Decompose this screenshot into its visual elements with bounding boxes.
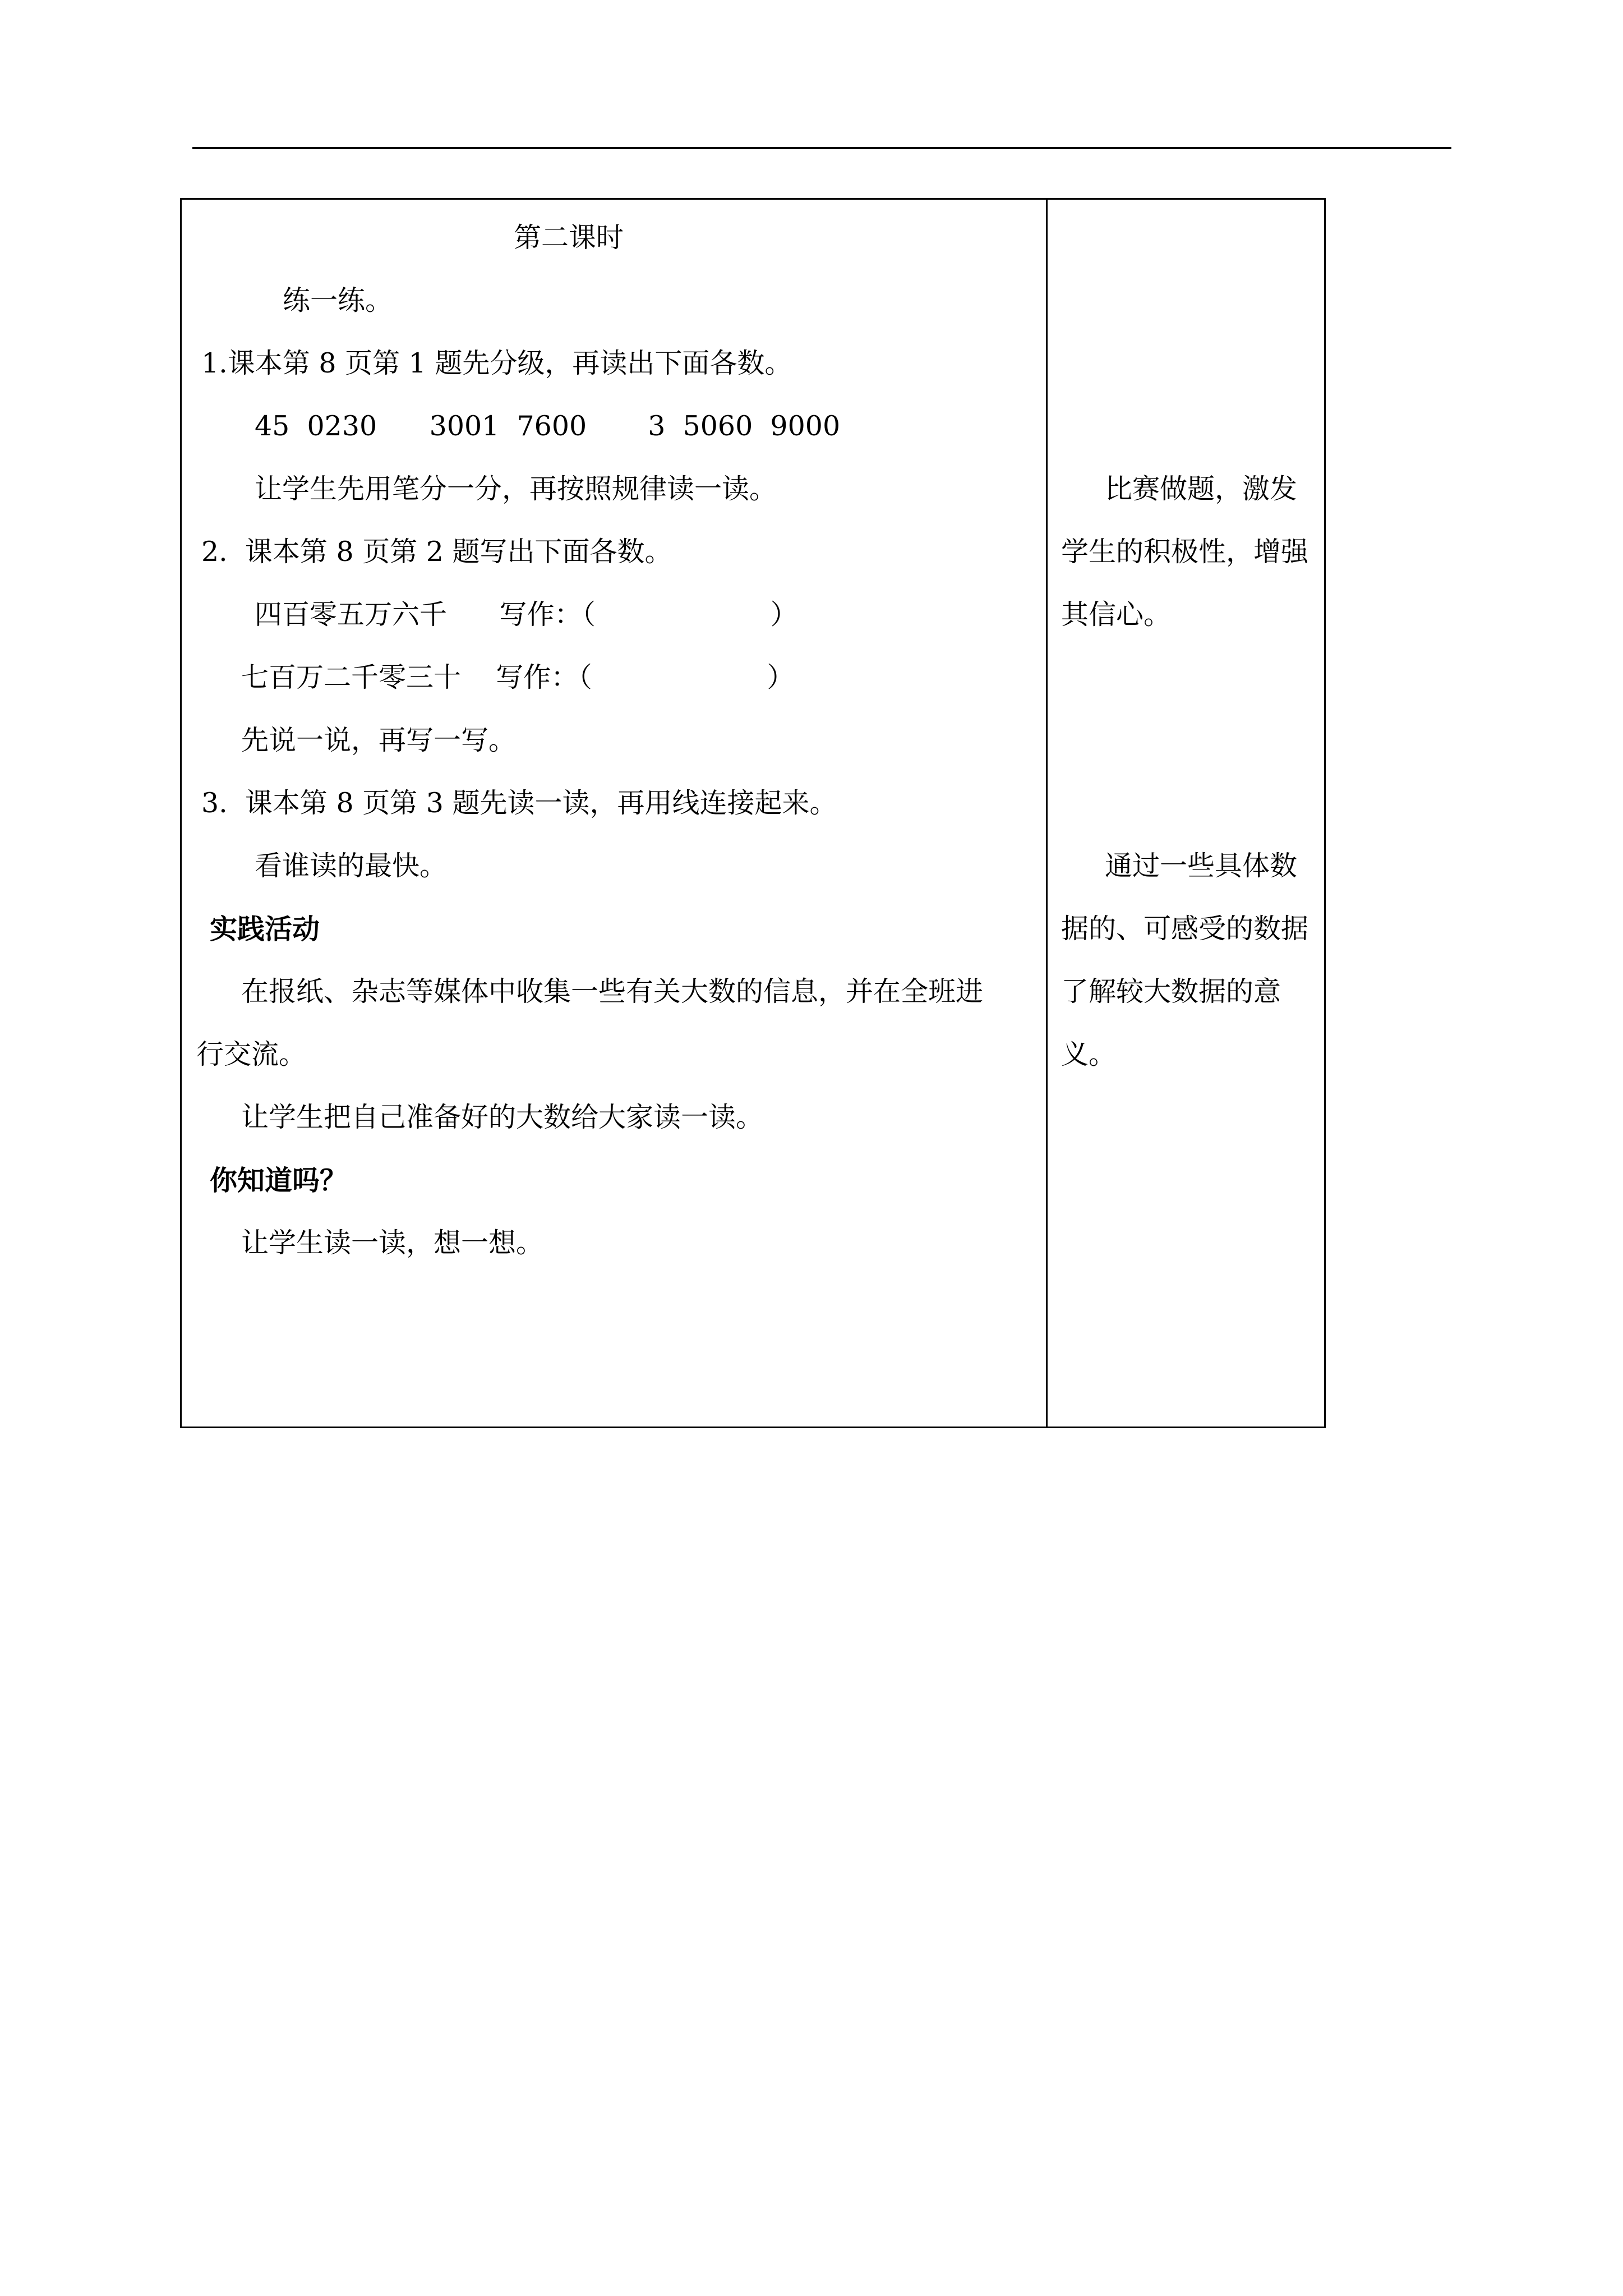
question-1-numbers: 45 0230 3001 7600 3 5060 9000 (255, 410, 841, 442)
side-note-1-line-1: 比赛做题，激发 (1105, 473, 1298, 505)
side-note-2-line-2: 据的、可感受的数据 (1061, 913, 1309, 945)
activity-heading: 实践活动 (210, 913, 320, 945)
question-3-hint: 看谁读的最快。 (255, 850, 448, 882)
question-2-hint: 先说一说，再写一写。 (241, 724, 517, 756)
know-heading: 你知道吗？ (210, 1164, 348, 1197)
question-2: 2. 课本第 8 页第 2 题写出下面各数。 (201, 536, 672, 568)
side-note-1-line-2: 学生的积极性，增强 (1061, 536, 1309, 568)
activity-hint: 让学生把自己准备好的大数给大家读一读。 (241, 1101, 764, 1133)
header-rule (192, 147, 1451, 149)
side-note-2-line-4: 义。 (1061, 1038, 1117, 1070)
question-1: 1.课本第 8 页第 1 题先分级，再读出下面各数。 (201, 347, 792, 379)
activity-text-line-2: 行交流。 (196, 1038, 307, 1070)
side-note-2-line-3: 了解较大数据的意 (1061, 976, 1281, 1007)
question-1-hint: 让学生先用笔分一分，再按照规律读一读。 (255, 473, 777, 505)
column-divider (1046, 200, 1048, 1427)
lesson-table (180, 198, 1326, 1428)
question-2-item-1: 四百零五万六千 写作：（ ） (255, 599, 798, 631)
question-2-item-2: 七百万二千零三十 写作：（ ） (241, 661, 795, 693)
side-note-1-line-3: 其信心。 (1061, 599, 1172, 631)
side-note-2-line-1: 通过一些具体数 (1105, 850, 1298, 882)
question-3: 3. 课本第 8 页第 3 题先读一读，再用线连接起来。 (201, 787, 837, 819)
activity-text-line-1: 在报纸、杂志等媒体中收集一些有关大数的信息，并在全班进 (241, 976, 984, 1007)
practice-heading: 练一练。 (283, 284, 393, 316)
lesson-title: 第二课时 (514, 222, 624, 254)
know-text: 让学生读一读，想一想。 (241, 1227, 544, 1259)
